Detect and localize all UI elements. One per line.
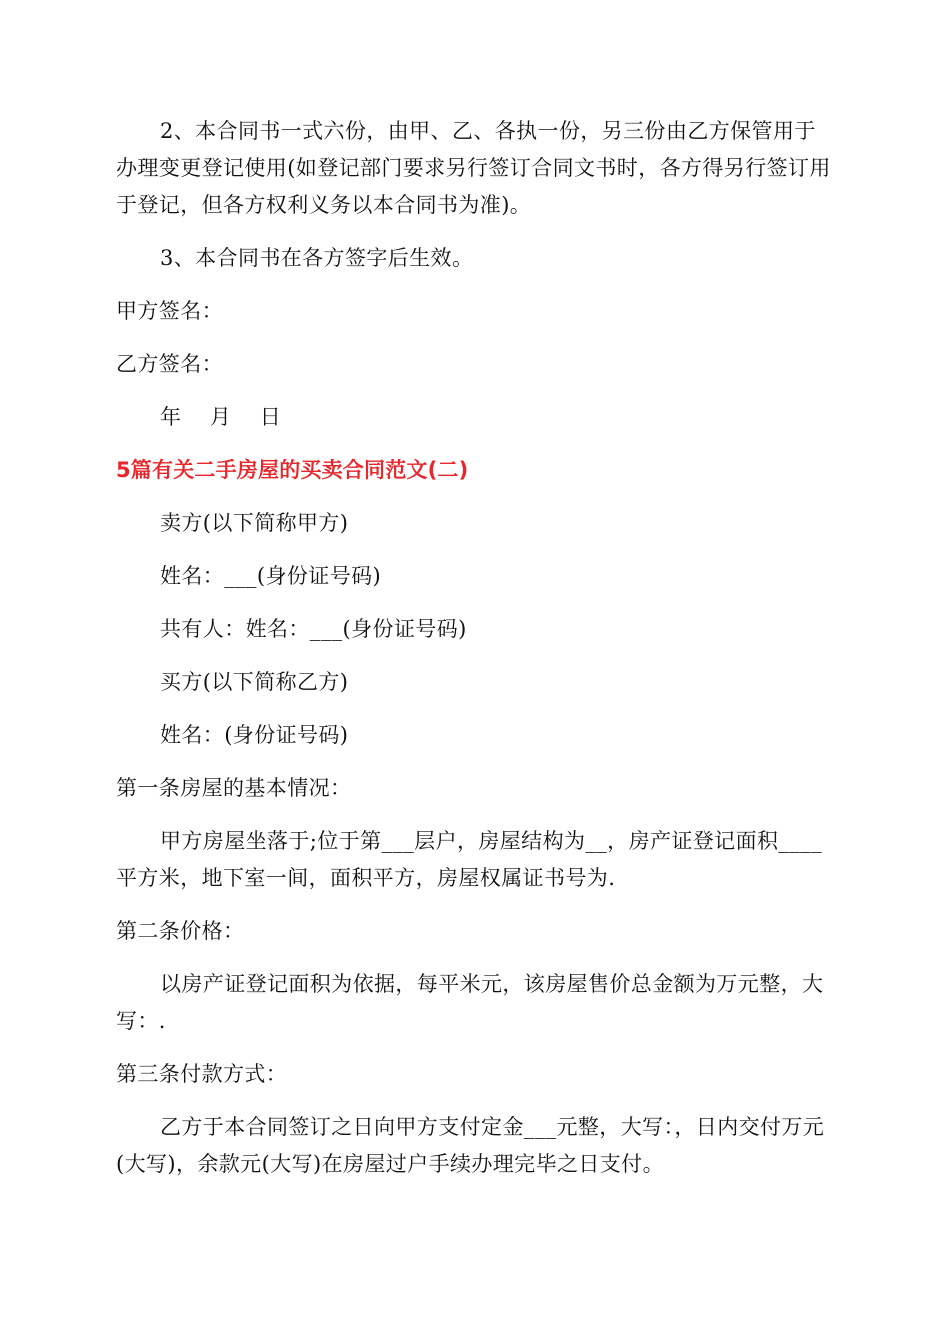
article-3-title: 第三条付款方式： — [116, 1062, 288, 1086]
seller-name-line: 姓名：___(身份证号码) — [160, 564, 382, 588]
section-heading: 5篇有关二手房屋的买卖合同范文(二) — [116, 458, 469, 482]
date-line: 年 月 日 — [160, 405, 282, 429]
article-1-title: 第一条房屋的基本情况： — [116, 776, 352, 800]
seller-label: 卖方(以下简称甲方) — [160, 511, 349, 535]
party-a-signature-label: 甲方签名： — [116, 299, 223, 323]
article-1-body: 甲方房屋坐落于;位于第___层户，房屋结构为__，房产证登记面积____平方米，地下室一间，面积平方，房屋权属证书号为. — [116, 829, 822, 890]
article-2-body: 以房产证登记面积为依据，每平米元，该房屋售价总金额为万元整，大写：. — [116, 972, 824, 1033]
buyer-name-line: 姓名：(身份证号码) — [160, 723, 349, 747]
document-page — [116, 113, 836, 1199]
paragraph-effective-clause: 3、本合同书在各方签字后生效。 — [160, 246, 474, 270]
article-2-title: 第二条价格： — [116, 919, 245, 943]
paragraph-copies-clause: 2、本合同书一式六份，由甲、乙、各执一份，另三份由乙方保管用于办理变更登记使用(如登记部门要求另行签订合同文书时，各方得另行签订用于登记，但各方权利义务以本合同书为准)。 — [116, 119, 831, 217]
buyer-label: 买方(以下简称乙方) — [160, 670, 349, 694]
article-3-body: 乙方于本合同签订之日向甲方支付定金___元整，大写：，日内交付万元(大写)，余款元(大写)在房屋过户手续办理完毕之日支付。 — [116, 1115, 825, 1176]
co-owner-name-line: 共有人：姓名：___(身份证号码) — [160, 617, 467, 641]
party-b-signature-label: 乙方签名： — [116, 352, 223, 376]
